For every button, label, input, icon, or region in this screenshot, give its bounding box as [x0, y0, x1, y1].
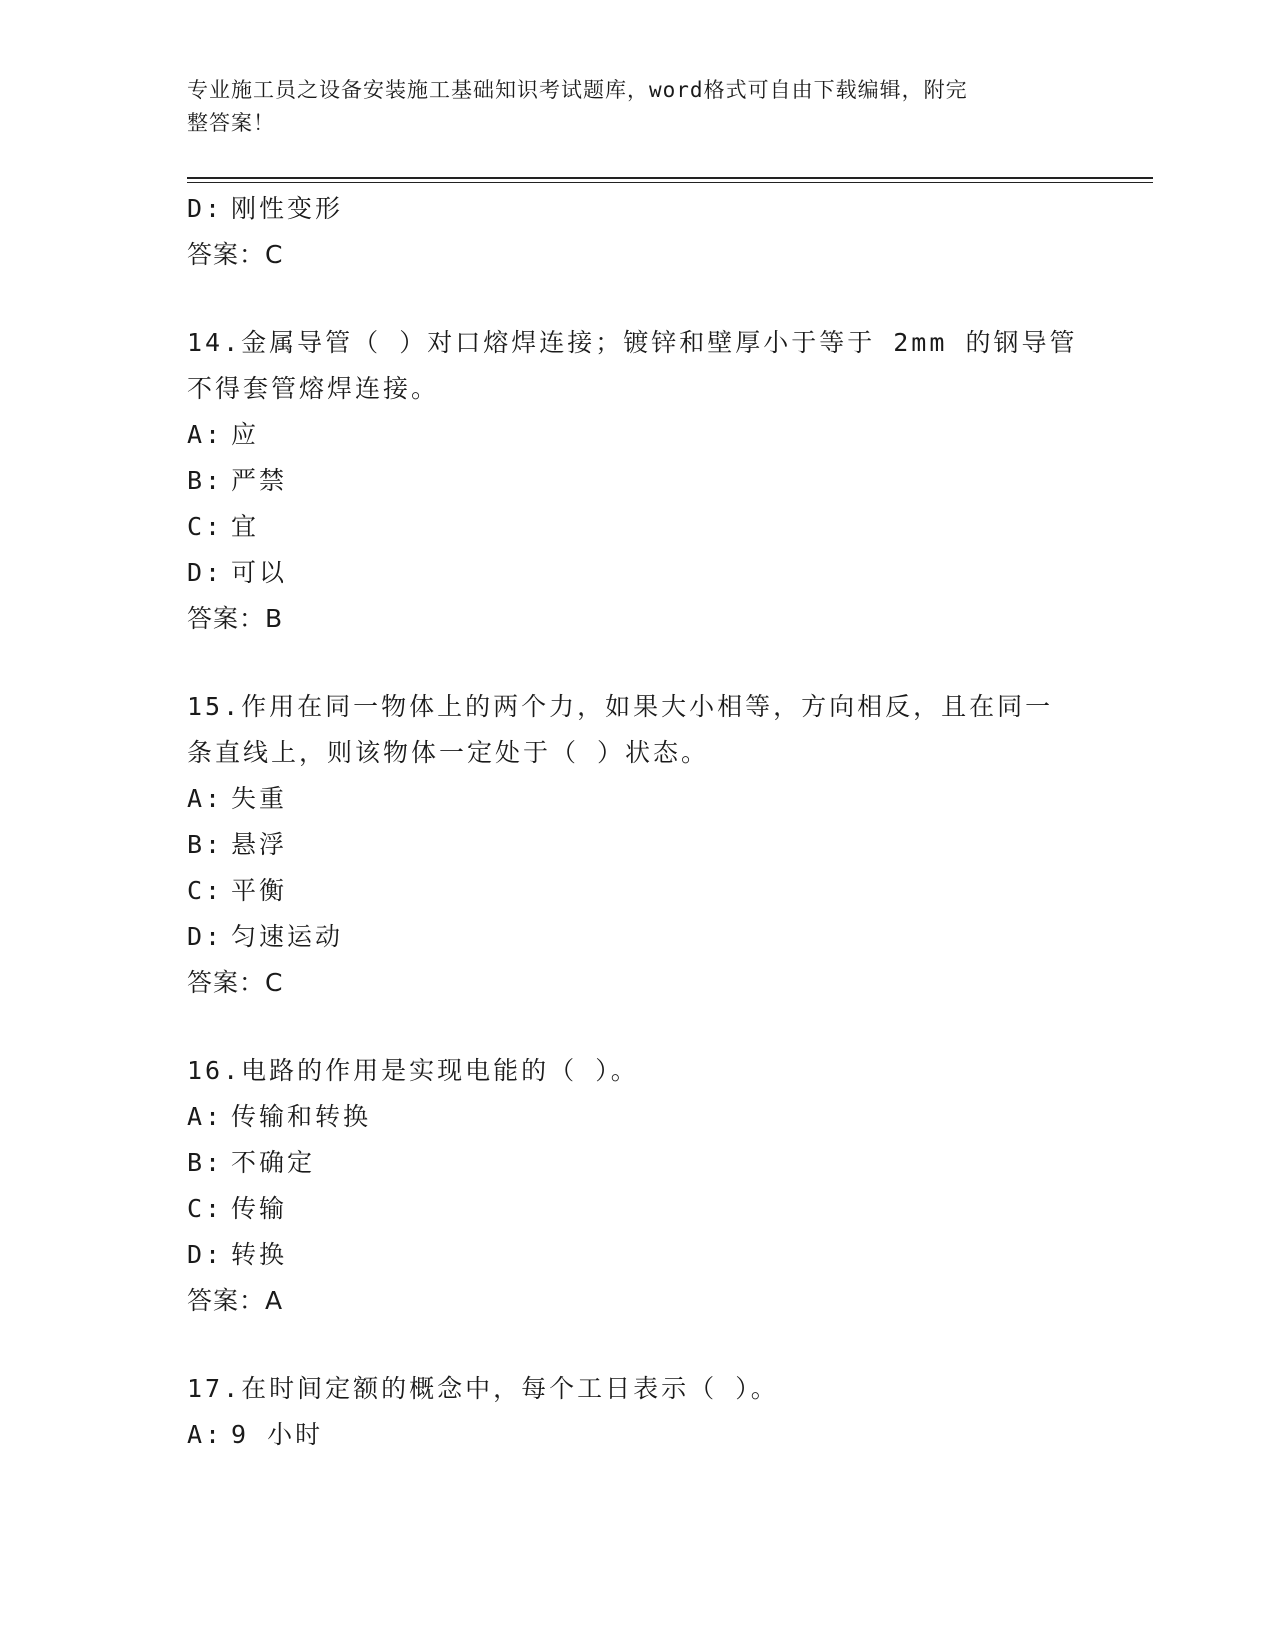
question-14-line-1: 14.金属导管（ ）对口熔焊连接；镀锌和壁厚小于等于 2mm 的钢导管 — [187, 328, 1078, 357]
option-q17-a — [187, 1412, 1087, 1458]
option-text: 不确定 — [231, 1148, 316, 1177]
option-label: A: — [187, 1102, 224, 1131]
option-label: C: — [187, 512, 224, 541]
option-text: 转换 — [231, 1240, 288, 1269]
header-line-1: 专业施工员之设备安装施工基础知识考试题库，word格式可自由下载编辑，附完 — [187, 78, 968, 102]
answer-q14: 答案：B — [187, 604, 284, 633]
option-q14-c — [187, 504, 1087, 550]
option-label: B: — [187, 1148, 224, 1177]
option-q16-b — [187, 1140, 1087, 1186]
option-label: C: — [187, 1194, 224, 1223]
option-q15-a — [187, 776, 1087, 822]
option-label: D: — [187, 922, 224, 951]
question-17-line-1: 17.在时间定额的概念中，每个工日表示（ ）。 — [187, 1374, 779, 1403]
option-text: 严禁 — [231, 466, 288, 495]
option-label: C: — [187, 876, 224, 905]
option-text: 可以 — [231, 558, 288, 587]
answer-q16: 答案：A — [187, 1286, 284, 1315]
option-label: A: — [187, 1420, 224, 1449]
question-15-line-1: 15.作用在同一物体上的两个力，如果大小相等，方向相反，且在同一 — [187, 692, 1054, 721]
option-q16-a — [187, 1094, 1087, 1140]
option-label: A: — [187, 784, 224, 813]
option-text: 匀速运动 — [231, 922, 344, 951]
question-15-line-2: 条直线上，则该物体一定处于（ ）状态。 — [187, 738, 710, 767]
option-text: 传输 — [231, 1194, 288, 1223]
option-q14-d — [187, 550, 1087, 596]
question-list — [187, 186, 1087, 1458]
option-q13-d — [187, 186, 1087, 232]
option-q16-c — [187, 1186, 1087, 1232]
page-header — [187, 74, 1067, 140]
option-q14-a — [187, 412, 1087, 458]
header-rule-thin — [187, 182, 1153, 183]
question-14-line-2: 不得套管熔焊连接。 — [187, 374, 440, 403]
option-text: 宜 — [231, 512, 260, 541]
option-text: 应 — [231, 420, 260, 449]
header-line-2: 整答案！ — [187, 111, 275, 135]
answer-q13: 答案：C — [187, 240, 284, 269]
option-label: D: — [187, 194, 224, 223]
answer-q15: 答案：C — [187, 968, 284, 997]
option-label: D: — [187, 558, 224, 587]
header-rule-thick — [187, 177, 1153, 179]
option-text: 9 小时 — [231, 1420, 324, 1449]
question-16-line-1: 16.电路的作用是实现电能的（ ）。 — [187, 1056, 639, 1085]
option-label: B: — [187, 466, 224, 495]
option-text: 失重 — [231, 784, 288, 813]
option-label: A: — [187, 420, 224, 449]
option-text: 刚性变形 — [231, 194, 344, 223]
option-q15-d — [187, 914, 1087, 960]
option-label: D: — [187, 1240, 224, 1269]
option-q16-d — [187, 1232, 1087, 1278]
option-q15-c — [187, 868, 1087, 914]
option-text: 悬浮 — [231, 830, 288, 859]
option-label: B: — [187, 830, 224, 859]
option-q14-b — [187, 458, 1087, 504]
option-text: 平衡 — [231, 876, 288, 905]
option-q15-b — [187, 822, 1087, 868]
option-text: 传输和转换 — [231, 1102, 372, 1131]
